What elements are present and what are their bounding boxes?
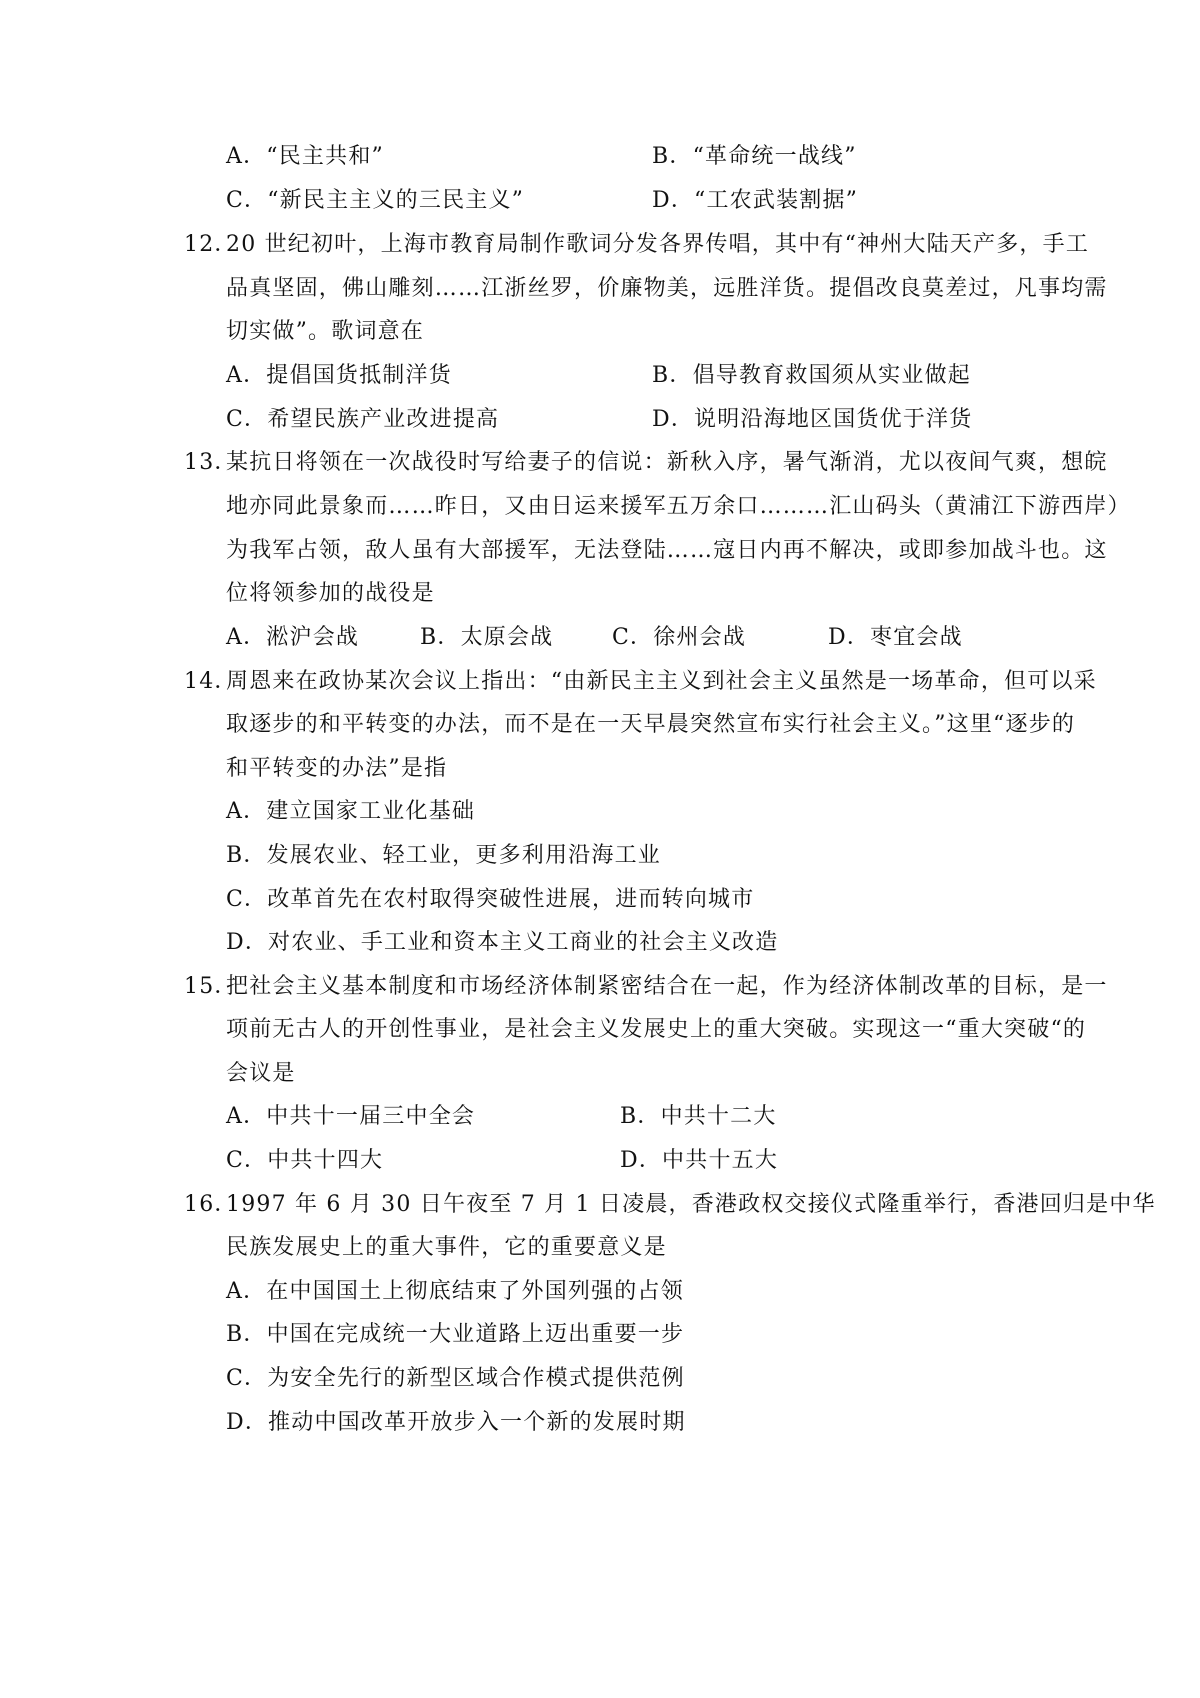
q14-option-b: B．发展农业、轻工业，更多利用沿海工业 — [226, 843, 661, 868]
q15-stem-line-2: 项前无古人的开创性事业，是社会主义发展史上的重大突破。实现这一“重大突破“的 — [226, 1017, 1087, 1042]
q12-option-d: D．说明沿海地区国货优于洋货 — [652, 407, 973, 432]
q15-stem-line-1: 把社会主义基本制度和市场经济体制紧密结合在一起，作为经济体制改革的目标，是一 — [226, 974, 1108, 999]
q11-option-d: D．“工农武装割据” — [652, 188, 859, 213]
q13-stem-line-4: 位将领参加的战役是 — [226, 581, 435, 606]
q11-option-a: A．“民主共和” — [226, 144, 384, 169]
q16-stem-line-2: 民族发展史上的重大事件，它的重要意义是 — [226, 1235, 667, 1260]
q11-option-b: B．“革命统一战线” — [652, 144, 857, 169]
q14-option-c: C．改革首先在农村取得突破性进展，进而转向城市 — [226, 887, 755, 912]
q13-stem-line-2: 地亦同此景象而……昨日，又由日运来援军五万余口………汇山码头（黄浦江下游西岸） — [226, 494, 1131, 519]
q16-option-d: D．推动中国改革开放步入一个新的发展时期 — [226, 1410, 686, 1435]
q13-option-b: B．太原会战 — [420, 625, 554, 650]
q14-stem-line-1: 周恩来在政协某次会议上指出：“由新民主主义到社会主义虽然是一场革命，但可以采 — [226, 669, 1097, 694]
q14-option-a: A．建立国家工业化基础 — [226, 799, 476, 824]
q14-option-d: D．对农业、手工业和资本主义工商业的社会主义改造 — [226, 930, 779, 955]
q12-stem-line-1: 20 世纪初叶，上海市教育局制作歌词分发各界传唱，其中有“神州大陆天产多，手工 — [226, 232, 1090, 257]
q15-option-d: D．中共十五大 — [620, 1148, 779, 1173]
q12-stem-line-2: 品真坚固，佛山雕刻……江浙丝罗，价廉物美，远胜洋货。提倡改良莫差过，凡事均需 — [226, 276, 1108, 301]
q16-option-a: A．在中国国土上彻底结束了外国列强的占领 — [226, 1279, 684, 1304]
q14-stem-line-3: 和平转变的办法”是指 — [226, 756, 448, 781]
q15-stem-line-3: 会议是 — [226, 1061, 296, 1086]
q16-option-c: C．为安全先行的新型区域合作模式提供范例 — [226, 1366, 685, 1391]
q16-stem-line-1: 1997 年 6 月 30 日午夜至 7 月 1 日凌晨，香港政权交接仪式隆重举行，香港回归是中华 — [226, 1192, 1156, 1217]
q15-option-a: A．中共十一届三中全会 — [226, 1104, 476, 1129]
q12-option-b: B．倡导教育救国须从实业做起 — [652, 363, 971, 388]
q12-stem-line-3: 切实做”。歌词意在 — [226, 319, 425, 344]
q13-number: 13． — [184, 450, 238, 475]
q16-option-b: B．中国在完成统一大业道路上迈出重要一步 — [226, 1322, 685, 1347]
q15-number: 15． — [184, 974, 238, 999]
q11-option-c: C．“新民主主义的三民主义” — [226, 188, 525, 213]
q12-option-a: A．提倡国货抵制洋货 — [226, 363, 452, 388]
q13-option-c: C．徐州会战 — [612, 625, 747, 650]
q16-number: 16． — [184, 1192, 238, 1217]
q13-option-d: D．枣宜会战 — [828, 625, 963, 650]
q15-option-c: C．中共十四大 — [226, 1148, 384, 1173]
q15-option-b: B．中共十二大 — [620, 1104, 777, 1129]
q12-option-c: C．希望民族产业改进提高 — [226, 407, 500, 432]
q14-number: 14． — [184, 669, 238, 694]
q13-stem-line-1: 某抗日将领在一次战役时写给妻子的信说：新秋入序，暑气渐消，尤以夜间气爽，想皖 — [226, 450, 1108, 475]
q13-stem-line-3: 为我军占领，敌人虽有大部援军，无法登陆……寇日内再不解决，或即参加战斗也。这 — [226, 538, 1108, 563]
q12-number: 12． — [184, 232, 238, 257]
q13-option-a: A．淞沪会战 — [226, 625, 360, 650]
q14-stem-line-2: 取逐步的和平转变的办法，而不是在一天早晨突然宣布实行社会主义。”这里“逐步的 — [226, 712, 1076, 737]
